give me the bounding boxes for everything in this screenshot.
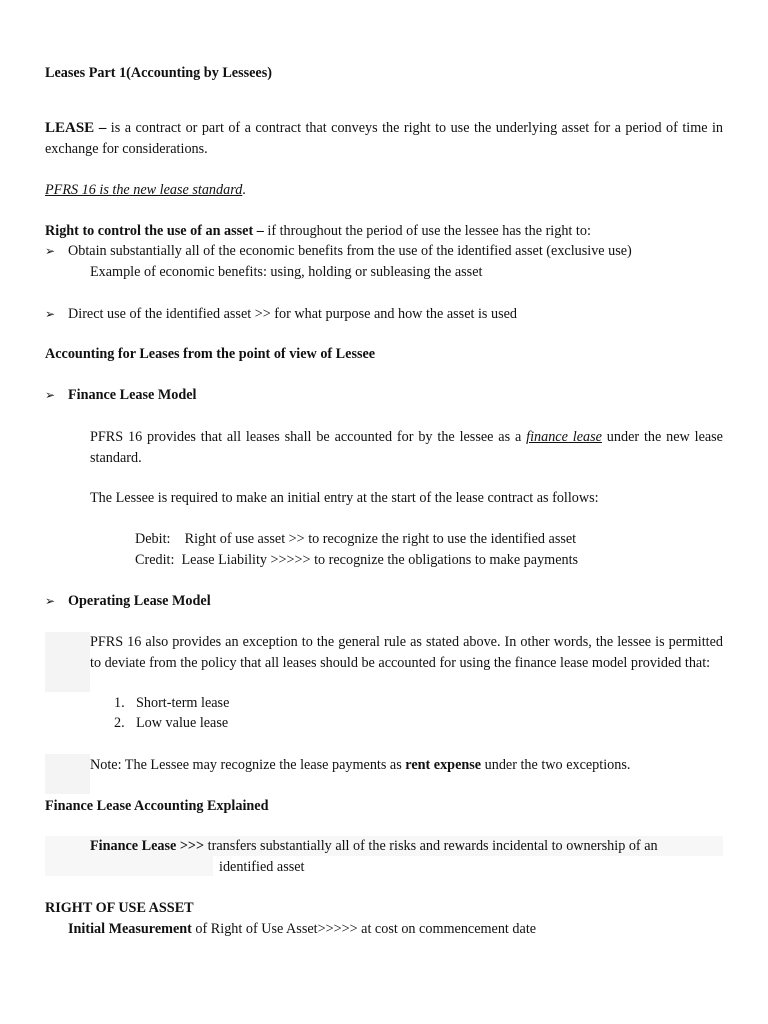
lease-term: LEASE – [45,120,107,136]
bullet-arrow-icon: ➢ [45,388,56,402]
list-item-short-term: Short-term lease [136,695,230,711]
list-item-low-value: Low value lease [136,715,229,731]
finance-lease-definition [90,836,658,856]
shade-block [45,632,90,692]
finance-model-text-post: under the new lease standard. [90,429,723,466]
shade-block [45,754,90,794]
bullet-economic-benefits: Obtain substantially all of the economic benefits from the use of the identified asset (exclusive use) [68,243,632,259]
note-text-pre: Note: The Lessee may recognize the lease payments as [90,757,402,773]
initial-measurement-term: Initial Measurement [68,921,192,937]
finance-lease-term: Finance Lease >>> [90,838,205,854]
credit-entry: Credit: Lease Liability >>>>> to recognize the obligations to make payments [135,552,579,568]
bullet-arrow-icon: ➢ [45,244,56,258]
finance-lease-text: transfers substantially all of the risks and rewards incidental to ownership of an [207,838,658,854]
right-to-control [45,221,591,241]
pfrs16-note [45,180,246,200]
bullet-arrow-icon: ➢ [45,594,56,608]
accounting-heading: Accounting for Leases from the point of view of Lessee [45,346,376,362]
initial-measurement-text: of Right of Use Asset>>>>> at cost on commencement date [195,921,537,937]
finance-explained-heading: Finance Lease Accounting Explained [45,798,269,814]
pfrs16-note-period: . [242,182,246,198]
finance-lease-text-continued: identified asset [219,859,305,875]
lease-definition-text: is a contract or part of a contract that conveys the right to use the underlying asset for a period of time in exchange for considerations. [45,120,724,157]
lease-definition [45,118,723,159]
finance-model-text-pre: PFRS 16 provides that all leases shall be accounted for by the lessee as a [90,429,522,445]
bullet-direct-use: Direct use of the identified asset >> for what purpose and how the asset is used [68,306,517,322]
right-to-control-text: if throughout the period of use the lessee has the right to: [267,223,591,239]
debit-entry: Debit: Right of use asset >> to recognize the right to use the identified asset [135,531,577,547]
bullet-arrow-icon: ➢ [45,307,56,321]
list-item-number: 1. [114,695,125,711]
finance-model-paragraph [90,427,723,468]
operating-note [90,755,630,775]
note-text-post: under the two exceptions. [484,757,631,773]
economic-benefits-example: Example of economic benefits: using, holding or subleasing the asset [90,264,483,280]
finance-lease-link: finance lease [526,429,602,445]
rou-heading: RIGHT OF USE ASSET [45,900,194,916]
right-to-control-term: Right to control the use of an asset – [45,223,264,239]
initial-measurement [68,919,536,939]
document-title: Leases Part 1(Accounting by Lessees) [45,65,272,81]
operating-lease-model-heading: Operating Lease Model [68,593,211,609]
list-item-number: 2. [114,715,125,731]
pfrs16-note-text: PFRS 16 is the new lease standard [45,182,243,198]
shade-block [45,856,213,876]
initial-entry-text: The Lessee is required to make an initial entry at the start of the lease contract as follows: [90,490,599,506]
finance-lease-model-heading: Finance Lease Model [68,387,197,403]
operating-model-paragraph: PFRS 16 also provides an exception to the general rule as stated above. In other words, the lessee is permitted to deviate from the policy that all leases should be accounted for using the finance lease model provided that: [90,634,723,671]
rent-expense-term: rent expense [405,757,482,773]
